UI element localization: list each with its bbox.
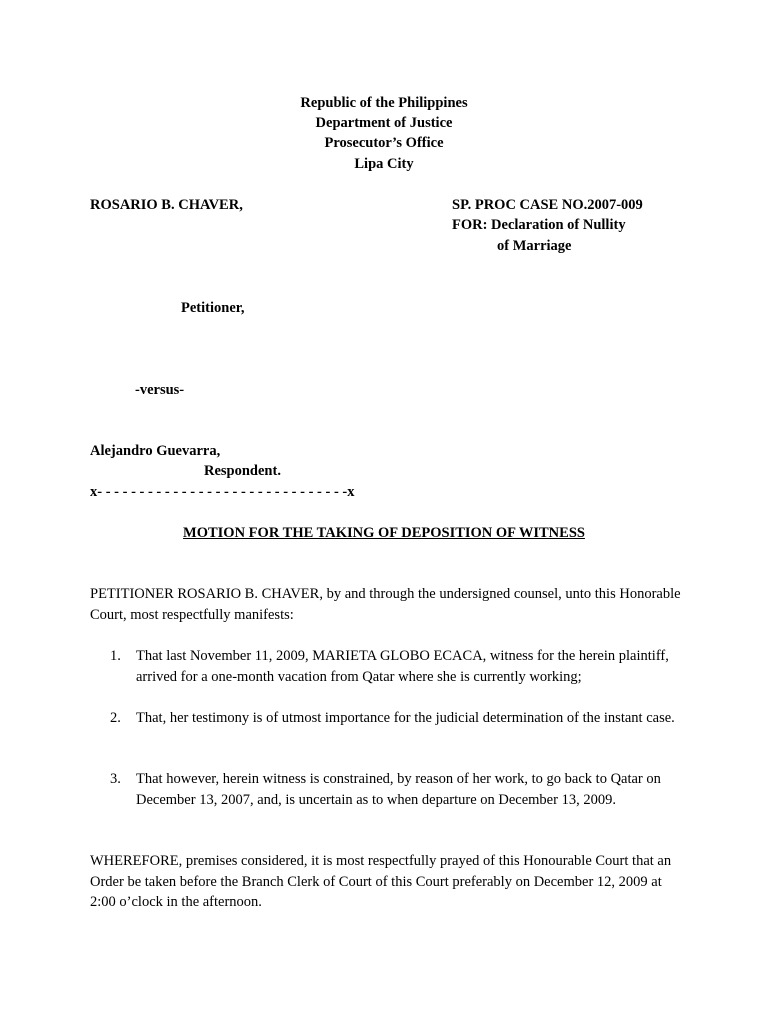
header-department: Department of Justice bbox=[315, 115, 453, 131]
list-item-number: 3. bbox=[110, 771, 121, 787]
list-item-number: 1. bbox=[110, 648, 121, 664]
petitioner-label: Petitioner, bbox=[181, 300, 245, 316]
case-number: SP. PROC CASE NO.2007-009 bbox=[452, 197, 643, 213]
list-item-text: That last November 11, 2009, MARIETA GLOBO ECACA, witness for the herein plaintiff, arrived for a one-month vacation from Qatar where she is currently working; bbox=[136, 648, 669, 685]
respondent-label: Respondent. bbox=[204, 463, 281, 479]
petitioner-name: ROSARIO B. CHAVER, bbox=[90, 197, 243, 213]
list-item-text: That however, herein witness is constrained, by reason of her work, to go back to Qatar on December 13, 2007, and, is uncertain as to when departure on December 13, 2009. bbox=[136, 771, 661, 808]
document-title: MOTION FOR THE TAKING OF DEPOSITION OF WITNESS bbox=[183, 525, 585, 541]
respondent-name: Alejandro Guevarra, bbox=[90, 443, 221, 459]
versus-label: -versus- bbox=[135, 382, 185, 398]
intro-paragraph: PETITIONER ROSARIO B. CHAVER, by and through the undersigned counsel, unto this Honorable Court, most respectfully manifests: bbox=[90, 586, 681, 623]
header-office: Prosecutor’s Office bbox=[324, 135, 444, 151]
header-republic: Republic of the Philippines bbox=[300, 95, 468, 111]
wherefore-paragraph: WHEREFORE, premises considered, it is most respectfully prayed of this Honourable Court that an Order be taken before the Branch Clerk of Court of this Court preferably on December 12, 2009 at 2:00 o’clock in the afternoon. bbox=[90, 853, 672, 910]
header-city: Lipa City bbox=[354, 156, 414, 172]
case-for-line2: of Marriage bbox=[497, 238, 572, 254]
list-item-text: That, her testimony is of utmost importance for the judicial determination of the instant case. bbox=[136, 710, 675, 726]
case-for-line1: FOR: Declaration of Nullity bbox=[452, 217, 626, 233]
caption-separator: x- - - - - - - - - - - - - - - - - - - - - - - - - - - - - -x bbox=[90, 484, 355, 500]
list-item-number: 2. bbox=[110, 710, 121, 726]
